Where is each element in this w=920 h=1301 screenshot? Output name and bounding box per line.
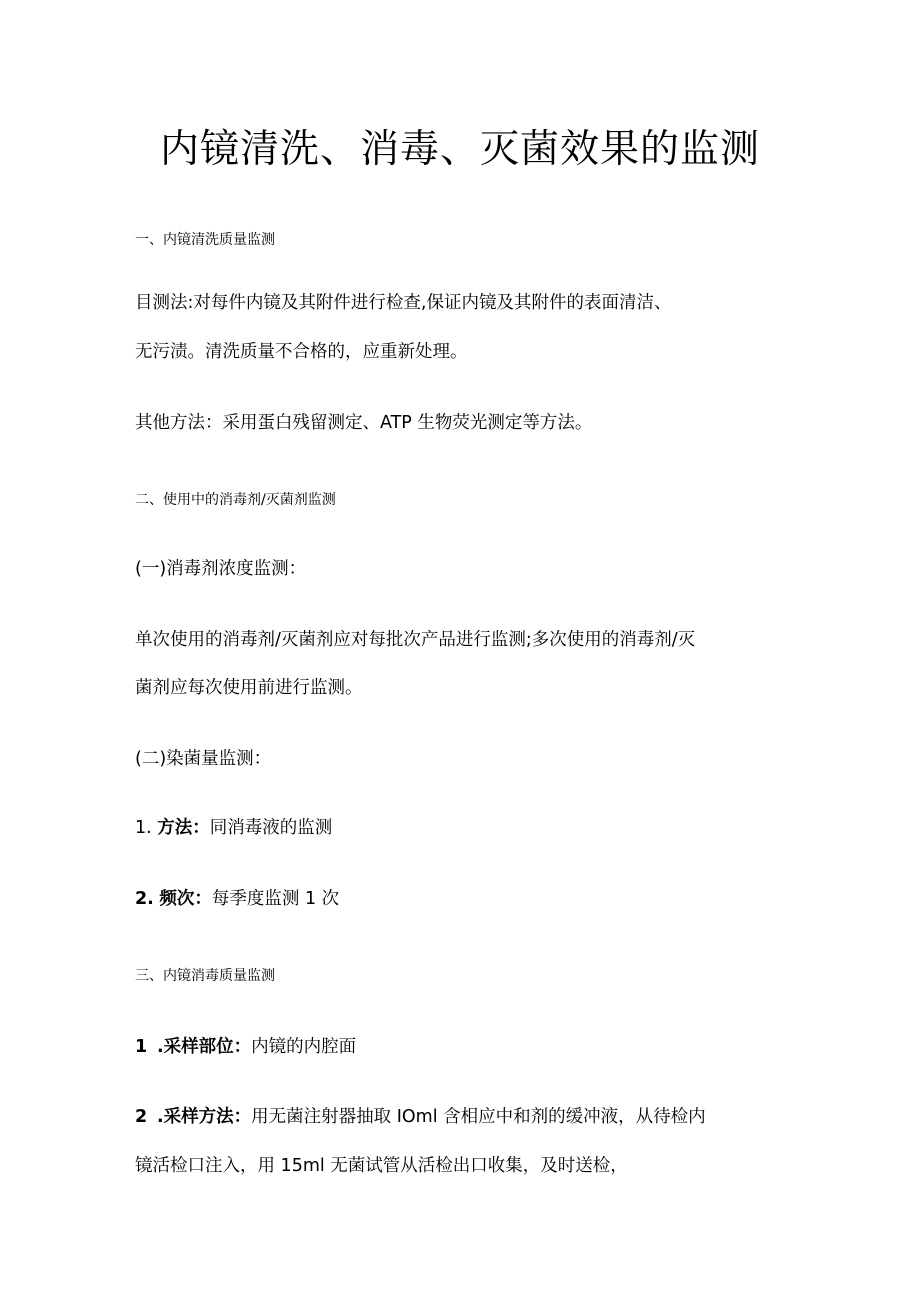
list-item-text: 用无菌注射器抽取 IOml 含相应中和剂的缓冲液，从待检内 <box>251 1107 706 1127</box>
section-2-list-item-1 <box>135 814 805 842</box>
list-item-number: 2. <box>135 889 154 909</box>
section-1-paragraph-1-line-2: 无污渍。清洗质量不合格的，应重新处理。 <box>135 342 468 362</box>
section-1-heading: 一、内镜清洗质量监测 <box>135 232 275 248</box>
list-item-label: .采样方法： <box>157 1107 252 1127</box>
list-item-text: 同消毒液的监测 <box>209 818 333 838</box>
section-3-heading: 三、内镜消毒质量监测 <box>135 968 275 984</box>
section-3-list-item-2-line-1 <box>135 1103 805 1131</box>
list-item-label: 方法： <box>157 818 210 838</box>
list-item-label: .采样部位： <box>157 1037 252 1057</box>
list-item-number: 1 <box>135 1037 148 1057</box>
section-3-list-item-2-line-2: 镜活检口注入，用 15ml 无菌试管从活检出口收集，及时送检， <box>135 1156 628 1176</box>
section-2-paragraph-1-line-1: 单次使用的消毒剂/灭菌剂应对每批次产品进行监测;多次使用的消毒剂/灭 <box>135 630 696 650</box>
list-item-number: 2 <box>135 1107 148 1127</box>
list-item-text: 每季度监测 1 次 <box>211 889 340 909</box>
section-3-list-item-1 <box>135 1033 805 1061</box>
list-item-number: 1. <box>135 818 152 838</box>
section-2-list-item-2 <box>135 885 805 913</box>
section-2-subheading-2: (二)染菌量监测： <box>135 749 272 769</box>
list-item-text: 内镜的内腔面 <box>251 1037 357 1057</box>
section-2-paragraph-1-line-2: 菌剂应每次使用前进行监测。 <box>135 678 363 698</box>
list-item-label: 频次： <box>159 889 212 909</box>
section-1-paragraph-2: 其他方法：采用蛋白残留测定、ATP 生物荧光测定等方法。 <box>135 413 593 433</box>
document-title: 内镜清洗、消毒、灭菌效果的监测 <box>159 127 760 172</box>
section-1-paragraph-1-line-1: 目测法:对每件内镜及其附件进行检查,保证内镜及其附件的表面清洁、 <box>135 293 672 313</box>
section-2-heading: 二、使用中的消毒剂/灭菌剂监测 <box>135 492 336 508</box>
section-2-subheading-1: (一)消毒剂浓度监测： <box>135 559 307 579</box>
